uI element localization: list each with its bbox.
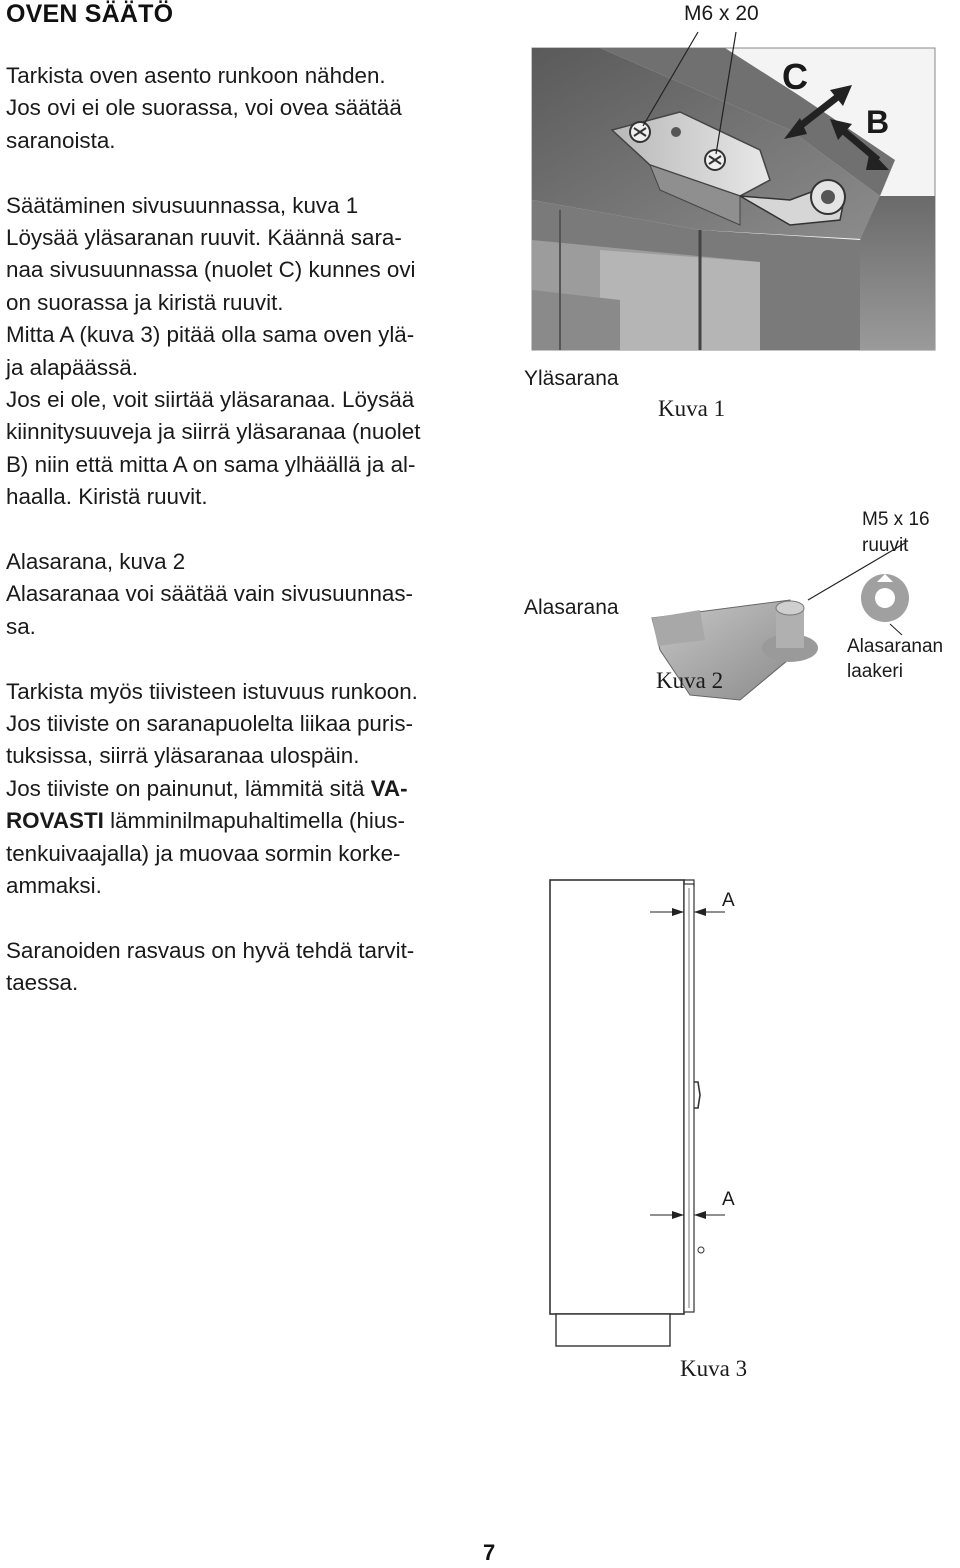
cabinet-side-view <box>550 880 725 1346</box>
text-line: Jos ei ole, voit siirtää yläsaranaa. Löysää <box>6 387 415 413</box>
text-fragment: lämminilmapuhaltimella (hius- <box>103 808 406 834</box>
measure-a-top: A <box>722 890 735 911</box>
text-line: Säätäminen sivusuunnassa, kuva 1 <box>6 192 359 218</box>
text-line: ja alapäässä. <box>6 354 138 380</box>
text-line: Tarkista myös tiivisteen istuvuus runkoon. <box>6 678 418 704</box>
bearing-label-2: laakeri <box>847 661 903 682</box>
text-line: Saranoiden rasvaus on hyvä tehdä tarvit- <box>6 937 415 963</box>
text-line: haalla. Kiristä ruuvit. <box>6 484 208 510</box>
lower-hinge-label: Alasarana <box>524 596 619 619</box>
text-line: tenkuivaajalla) ja muovaa sormin korke- <box>6 840 401 866</box>
text-line: sa. <box>6 613 36 639</box>
text-line: tuksissa, siirrä yläsaranaa ulospäin. <box>6 743 360 769</box>
warning-word: VA- <box>370 775 408 801</box>
measure-a-bottom: A <box>722 1189 735 1210</box>
bearing-label: Alasaranan <box>847 636 944 657</box>
page-title: OVEN SÄÄTÖ <box>6 0 174 28</box>
text-line: Alasaranaa voi säätää vain sivusuunnas- <box>6 581 414 607</box>
text-line: Jos ovi ei ole suorassa, voi ovea säätää <box>6 95 402 121</box>
page-number: 7 <box>483 1540 496 1565</box>
text-line: Tarkista oven asento runkoon nähden. <box>6 63 386 88</box>
warning-word: ROVASTI <box>6 808 104 834</box>
figure-3-caption: Kuva 3 <box>680 1356 748 1381</box>
upper-hinge-label: Yläsarana <box>524 367 619 390</box>
text-line: Mitta A (kuva 3) pitää olla sama oven ylä- <box>6 322 415 348</box>
text-line: ammaksi. <box>6 873 102 899</box>
arrow-label-b: B <box>866 104 890 140</box>
text-line: Löysää yläsaranan ruuvit. Käännä sara- <box>6 225 402 251</box>
text-line: kiinnitysuuveja ja siirrä yläsaranaa (nuolet <box>6 419 421 445</box>
text-line: on suorassa ja kiristä ruuvit. <box>6 289 284 315</box>
figure-2-caption: Kuva 2 <box>656 668 724 693</box>
text-fragment: Jos tiiviste on painunut, lämmitä sitä <box>6 775 371 801</box>
screw-label-m6: M6 x 20 <box>684 2 759 25</box>
text-line: Jos tiiviste on saranapuolelta liikaa puris- <box>6 711 413 737</box>
figure-1-caption: Kuva 1 <box>658 396 726 421</box>
arrow-label-c: C <box>782 56 808 97</box>
text-line: B) niin että mitta A on sama ylhäällä ja al- <box>6 451 416 477</box>
screw-label-m5: M5 x 16 <box>862 509 930 530</box>
upper-hinge-photo <box>532 32 935 350</box>
screw-label-m5-unit: ruuvit <box>862 535 909 556</box>
text-line: taessa. <box>6 970 79 996</box>
text-line: naa sivusuunnassa (nuolet C) kunnes ovi <box>6 257 416 283</box>
text-line: saranoista. <box>6 127 116 153</box>
text-line: Alasarana, kuva 2 <box>6 549 186 575</box>
